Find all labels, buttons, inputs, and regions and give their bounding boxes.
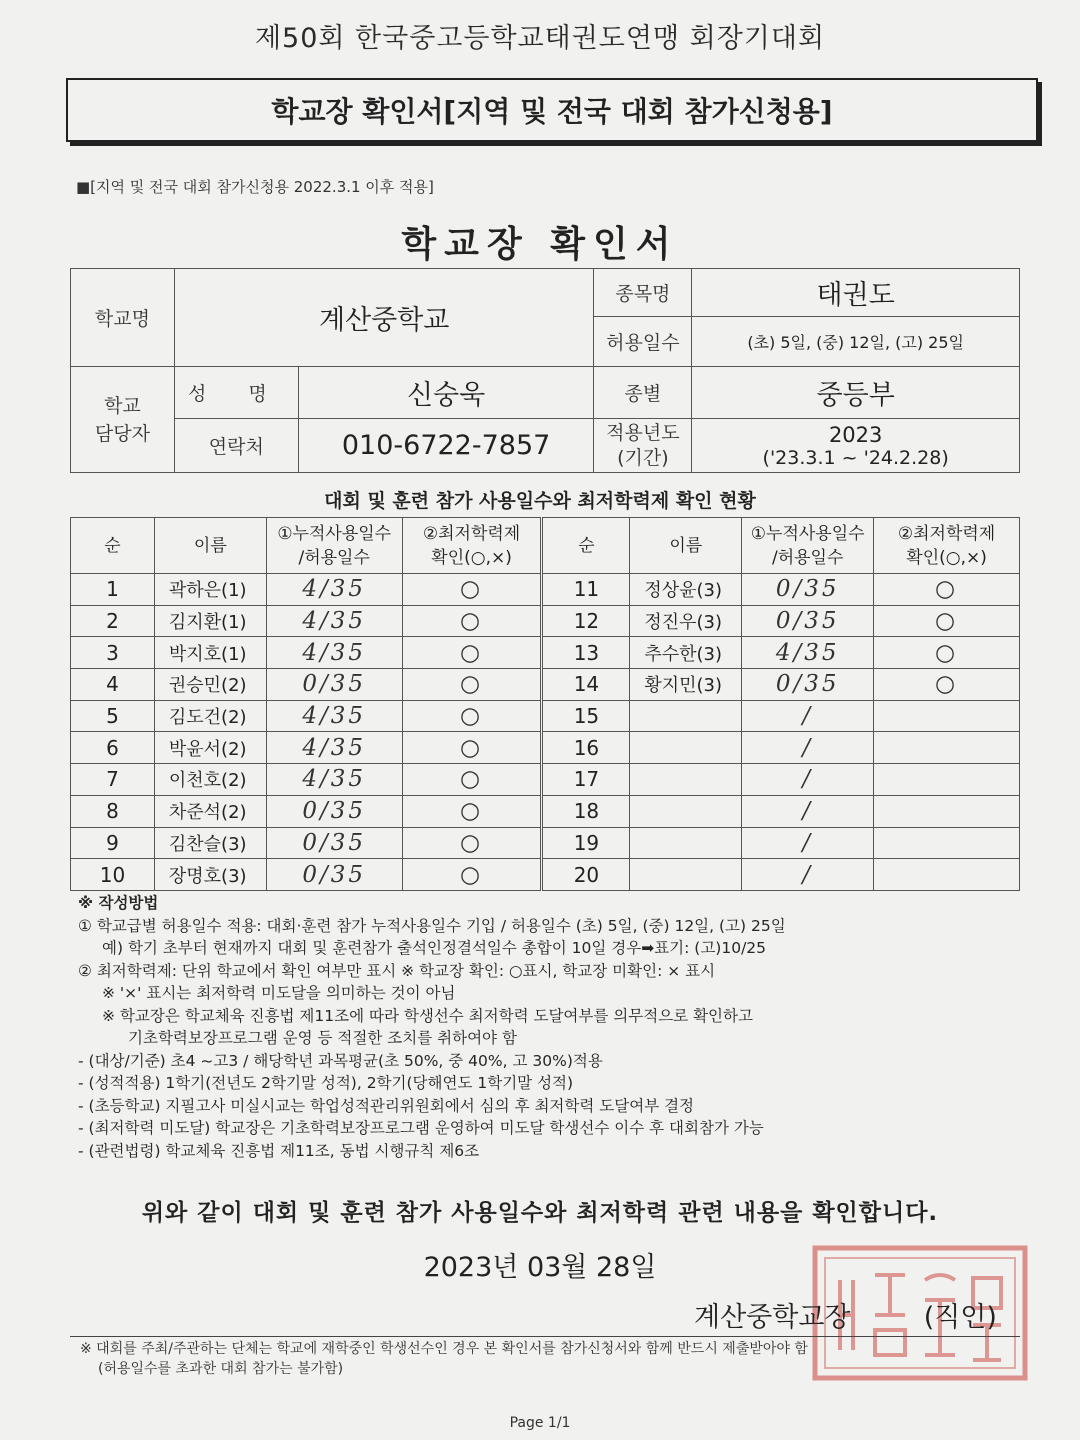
athlete-row bbox=[71, 764, 1020, 796]
athlete-name: 추수한(3) bbox=[630, 637, 742, 669]
athlete-name: 차준석(2) bbox=[154, 795, 266, 827]
athlete-confirm: ○ bbox=[402, 574, 542, 606]
athlete-row bbox=[71, 700, 1020, 732]
athlete-row bbox=[71, 669, 1020, 701]
athlete-row bbox=[71, 574, 1020, 606]
guide-line: ② 최저학력제: 단위 학교에서 확인 여부만 표시 ※ 학교장 확인: ○표시, 학교장 미확인: × 표시 bbox=[78, 961, 716, 980]
athlete-days: 4/35 bbox=[266, 764, 402, 796]
athlete-no: 7 bbox=[71, 764, 155, 796]
footer-note bbox=[80, 1339, 1020, 1379]
athlete-days: 4/35 bbox=[742, 637, 874, 669]
athlete-no: 9 bbox=[71, 827, 155, 859]
athlete-confirm: ○ bbox=[402, 859, 542, 891]
athlete-no: 17 bbox=[542, 764, 630, 796]
athlete-no: 15 bbox=[542, 700, 630, 732]
allowed-days-label: 허용일수 bbox=[594, 317, 692, 367]
athlete-row bbox=[71, 732, 1020, 764]
event-title: 제50회 한국중고등학교태권도연맹 회장기대회 bbox=[254, 23, 826, 54]
guide-line: ※ 학교장은 학교체육 진흥법 제11조에 따라 학생선수 최저학력 도달여부를 의무적으로 확인하고 bbox=[102, 1006, 753, 1025]
guide-line: - (초등학교) 지필고사 미실시교는 학업성적관리위원회에서 심의 후 최저학력 도달여부 결정 bbox=[78, 1096, 695, 1115]
athlete-no: 10 bbox=[71, 859, 155, 891]
athlete-name: 김지환(1) bbox=[154, 605, 266, 637]
athlete-confirm: ○ bbox=[402, 700, 542, 732]
athlete-no: 4 bbox=[71, 669, 155, 701]
athlete-name bbox=[630, 795, 742, 827]
athlete-row bbox=[71, 605, 1020, 637]
athlete-days: 0/35 bbox=[266, 795, 402, 827]
athlete-days: / bbox=[742, 859, 874, 891]
athlete-days: 4/35 bbox=[266, 700, 402, 732]
athlete-confirm: ○ bbox=[874, 669, 1020, 701]
athlete-row bbox=[71, 637, 1020, 669]
division-label: 종별 bbox=[594, 367, 692, 419]
athlete-name bbox=[630, 764, 742, 796]
year-value: 2023 bbox=[828, 422, 883, 447]
year-cell bbox=[692, 419, 1020, 473]
athlete-no: 8 bbox=[71, 795, 155, 827]
guide-line: 기초학력보장프로그램 운영 등 적절한 조치를 취하여야 함 bbox=[128, 1029, 517, 1047]
athlete-days: 0/35 bbox=[266, 827, 402, 859]
athlete-days: / bbox=[742, 764, 874, 796]
athlete-name: 권승민(2) bbox=[154, 669, 266, 701]
athlete-no: 12 bbox=[542, 605, 630, 637]
guide-line: - (성적적용) 1학기(전년도 2학기말 성적), 2학기(당해연도 1학기말 성적) bbox=[78, 1074, 574, 1092]
athlete-confirm: ○ bbox=[402, 605, 542, 637]
header-confirm: ②최저학력제 확인(○,×) bbox=[874, 518, 1020, 574]
athlete-no: 1 bbox=[71, 574, 155, 606]
athlete-row bbox=[71, 827, 1020, 859]
athlete-confirm bbox=[874, 827, 1020, 859]
sport-value: 태권도 bbox=[692, 269, 1020, 317]
manager-label: 학교 담당자 bbox=[71, 367, 175, 473]
application-note: ■[지역 및 전국 대회 참가신청용 2022.3.1 이후 적용] bbox=[76, 178, 434, 196]
athlete-days: 4/35 bbox=[266, 605, 402, 637]
athlete-confirm: ○ bbox=[874, 605, 1020, 637]
header-confirm: ②최저학력제 확인(○,×) bbox=[402, 518, 542, 574]
writing-guide bbox=[78, 892, 1018, 1162]
athlete-name bbox=[630, 859, 742, 891]
athlete-no: 14 bbox=[542, 669, 630, 701]
athlete-days: 0/35 bbox=[742, 669, 874, 701]
athlete-name: 정진우(3) bbox=[630, 605, 742, 637]
signer bbox=[694, 1295, 997, 1334]
athlete-days: / bbox=[742, 700, 874, 732]
sport-label: 종목명 bbox=[594, 269, 692, 317]
header-no: 순 bbox=[542, 518, 630, 574]
athlete-name: 장명호(3) bbox=[154, 859, 266, 891]
athlete-no: 20 bbox=[542, 859, 630, 891]
athlete-name: 김도건(2) bbox=[154, 700, 266, 732]
athlete-no: 6 bbox=[71, 732, 155, 764]
athlete-days: 0/35 bbox=[266, 859, 402, 891]
athlete-name: 황지민(3) bbox=[630, 669, 742, 701]
athlete-row bbox=[71, 859, 1020, 891]
guide-title: ※ 작성방법 bbox=[78, 894, 159, 912]
athlete-days: 4/35 bbox=[266, 574, 402, 606]
athlete-row bbox=[71, 795, 1020, 827]
athlete-confirm: ○ bbox=[402, 827, 542, 859]
athlete-no: 16 bbox=[542, 732, 630, 764]
athlete-confirm bbox=[874, 859, 1020, 891]
athlete-days: 4/35 bbox=[266, 732, 402, 764]
header-name: 이름 bbox=[630, 518, 742, 574]
athlete-confirm: ○ bbox=[874, 574, 1020, 606]
footer-note-line: (허용일수를 초과한 대회 참가는 불가함) bbox=[98, 1361, 344, 1377]
document-title: 학교장 확인서 bbox=[401, 224, 679, 265]
athlete-confirm: ○ bbox=[402, 795, 542, 827]
period-value: ('23.3.1 ~ '24.2.28) bbox=[762, 446, 949, 469]
athlete-no: 13 bbox=[542, 637, 630, 669]
athlete-name: 김찬슬(3) bbox=[154, 827, 266, 859]
athlete-days: 0/35 bbox=[742, 605, 874, 637]
athlete-no: 19 bbox=[542, 827, 630, 859]
athlete-confirm bbox=[874, 795, 1020, 827]
athlete-no: 5 bbox=[71, 700, 155, 732]
header-name: 이름 bbox=[154, 518, 266, 574]
guide-line: ※ '×' 표시는 최저학력 미도달을 의미하는 것이 아님 bbox=[102, 984, 456, 1002]
guide-line: - (관련법령) 학교체육 진흥법 제11조, 동법 시행규칙 제6조 bbox=[78, 1141, 480, 1160]
athlete-confirm: ○ bbox=[402, 669, 542, 701]
guide-line: ① 학교급별 허용일수 적용: 대회·훈련 참가 누적사용일수 기입 / 허용일수 (초) 5일, (중) 12일, (고) 25일 bbox=[78, 916, 786, 935]
athletes-table bbox=[70, 517, 1020, 891]
athlete-name bbox=[630, 827, 742, 859]
athlete-confirm bbox=[874, 700, 1020, 732]
guide-line: 예) 학기 초부터 현재까지 대회 및 훈련참가 출석인정결석일수 총합이 10일 경우➡표기: (고)10/25 bbox=[102, 939, 767, 957]
athlete-name: 곽하은(1) bbox=[154, 574, 266, 606]
manager-name-value: 신숭욱 bbox=[298, 367, 594, 419]
header-days: ①누적사용일수 /허용일수 bbox=[266, 518, 402, 574]
confirmation-statement: 위와 같이 대회 및 훈련 참가 사용일수와 최저학력 관련 내용을 확인합니다. bbox=[141, 1200, 939, 1226]
athlete-confirm bbox=[874, 764, 1020, 796]
athlete-name bbox=[630, 700, 742, 732]
athlete-confirm bbox=[874, 732, 1020, 764]
athlete-days: / bbox=[742, 795, 874, 827]
contact-label: 연락처 bbox=[174, 419, 298, 473]
athletes-rows bbox=[71, 574, 1020, 891]
athlete-no: 3 bbox=[71, 637, 155, 669]
seal-label: (직인) bbox=[923, 1302, 997, 1333]
guide-line: - (대상/기준) 초4 ~고3 / 해당학년 과목평균(초 50%, 중 40%, 고 30%)적용 bbox=[78, 1051, 603, 1070]
signer-name: 계산중학교장 bbox=[694, 1302, 851, 1333]
athlete-name: 이천호(2) bbox=[154, 764, 266, 796]
athletes-subhead: 대회 및 훈련 참가 사용일수와 최저학력제 확인 현황 bbox=[324, 490, 756, 512]
athlete-no: 18 bbox=[542, 795, 630, 827]
header-days: ①누적사용일수 /허용일수 bbox=[742, 518, 874, 574]
athlete-name: 박윤서(2) bbox=[154, 732, 266, 764]
athlete-name: 정상윤(3) bbox=[630, 574, 742, 606]
athlete-days: 0/35 bbox=[742, 574, 874, 606]
athlete-no: 11 bbox=[542, 574, 630, 606]
athlete-no: 2 bbox=[71, 605, 155, 637]
year-label: 적용년도 (기간) bbox=[594, 419, 692, 473]
footer-divider bbox=[70, 1336, 1020, 1337]
athlete-confirm: ○ bbox=[402, 637, 542, 669]
signature-date: 2023년 03월 28일 bbox=[423, 1252, 657, 1283]
athlete-name: 박지호(1) bbox=[154, 637, 266, 669]
athlete-days: / bbox=[742, 827, 874, 859]
header-no: 순 bbox=[71, 518, 155, 574]
guide-line: - (최저학력 미도달) 학교장은 기초학력보장프로그램 운영하여 미도달 학생선수 이수 후 대회참가 가능 bbox=[78, 1119, 764, 1137]
athlete-confirm: ○ bbox=[874, 637, 1020, 669]
athlete-confirm: ○ bbox=[402, 732, 542, 764]
school-info-table bbox=[70, 268, 1020, 473]
athlete-days: / bbox=[742, 732, 874, 764]
manager-name-label: 성 명 bbox=[174, 367, 298, 419]
school-name-value: 계산중학교 bbox=[174, 269, 594, 367]
contact-value: 010-6722-7857 bbox=[298, 419, 594, 473]
athlete-name bbox=[630, 732, 742, 764]
allowed-days-value: (초) 5일, (중) 12일, (고) 25일 bbox=[692, 317, 1020, 367]
athlete-confirm: ○ bbox=[402, 764, 542, 796]
page-number: Page 1/1 bbox=[509, 1415, 571, 1431]
division-value: 중등부 bbox=[692, 367, 1020, 419]
athlete-days: 0/35 bbox=[266, 669, 402, 701]
school-name-label: 학교명 bbox=[71, 269, 175, 367]
footer-note-line: ※ 대회를 주최/주관하는 단체는 학교에 재학중인 학생선수인 경우 본 확인서를 참가신청서와 함께 반드시 제출받아야 함 bbox=[80, 1341, 808, 1357]
document-banner: 학교장 확인서[지역 및 전국 대회 참가신청용] bbox=[66, 78, 1038, 142]
athlete-days: 4/35 bbox=[266, 637, 402, 669]
